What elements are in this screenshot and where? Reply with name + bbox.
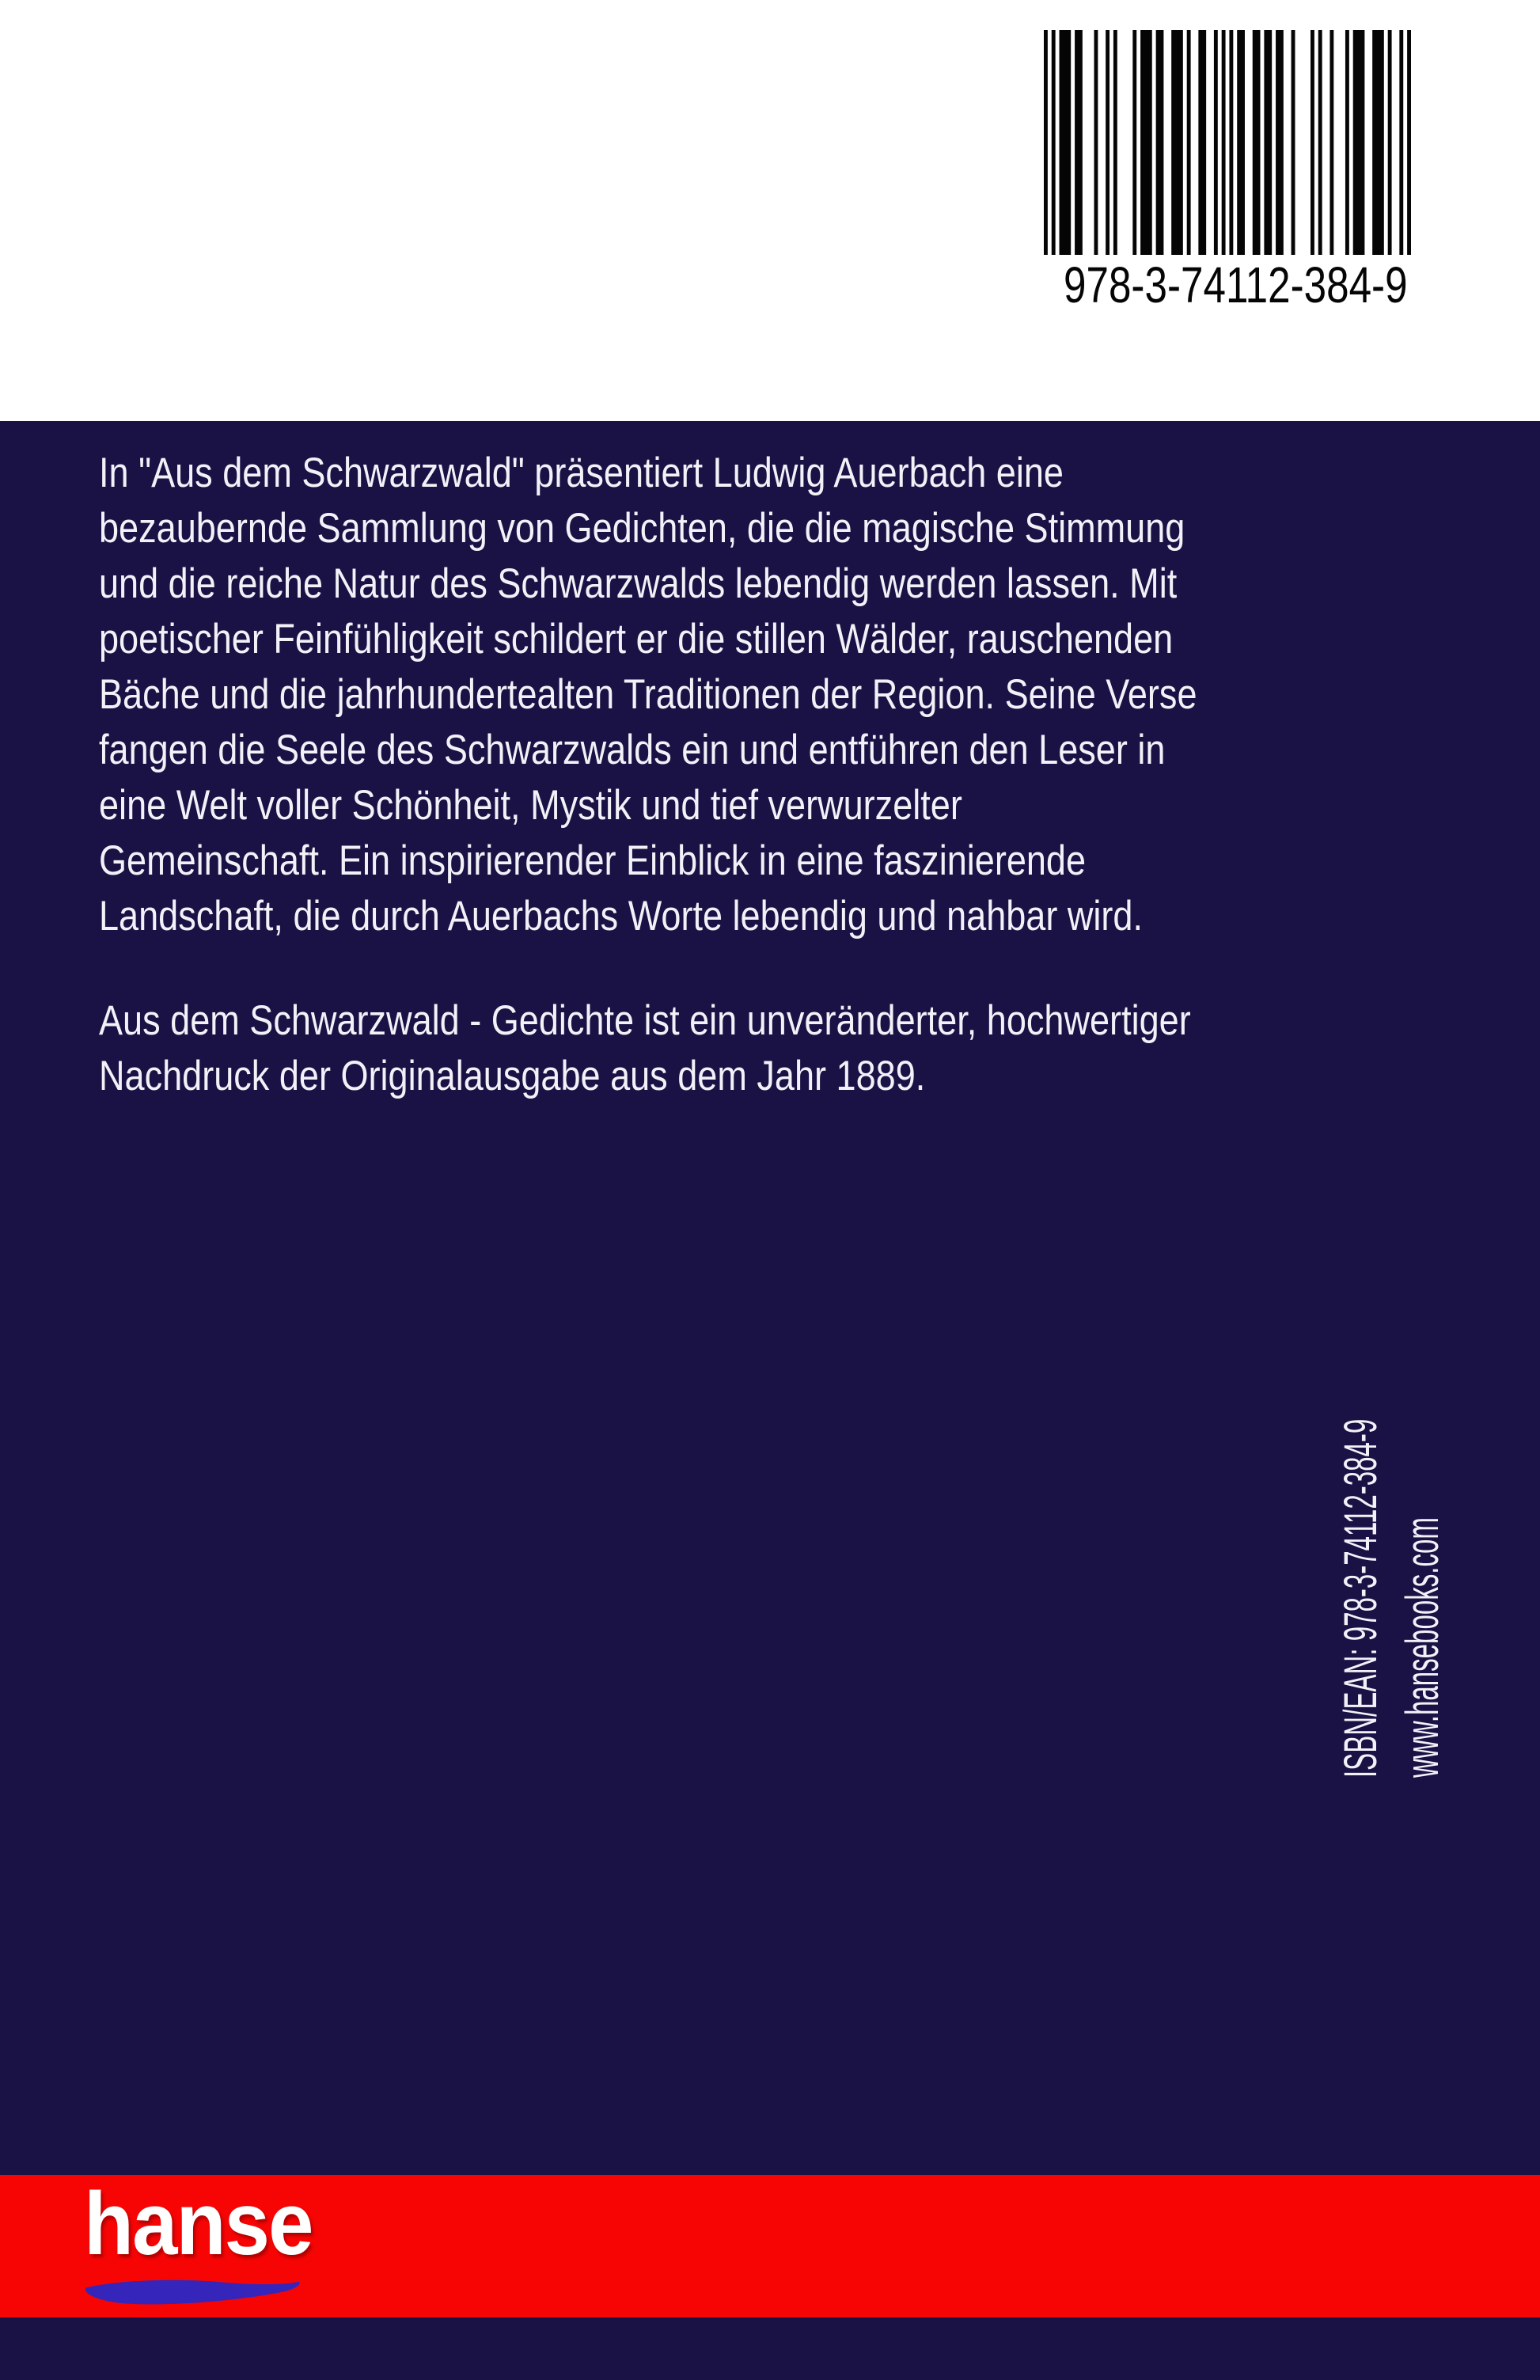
ean-barcode	[1044, 30, 1411, 255]
description-paragraph-1	[99, 446, 1390, 944]
hanse-logo: hanse	[84, 2174, 313, 2273]
description-line: poetischer Feinfühligkeit schildert er die stillen Wälder, rauschenden	[99, 616, 1174, 662]
barcode-isbn-text: 978-3-74112-384-9	[1064, 256, 1408, 313]
description-line: eine Welt voller Schönheit, Mystik und tief verwurzelter	[99, 782, 962, 829]
barcode-bars-icon	[1044, 30, 1411, 255]
description-paragraph-2	[99, 993, 1383, 1104]
description-line: fangen die Seele des Schwarzwalds ein und entführen den Leser in	[99, 727, 1166, 773]
description-line: Nachdruck der Originalausgabe aus dem Jahr 1889.	[99, 1053, 926, 1099]
description-line: Bäche und die jahrhundertealten Traditionen der Region. Seine Verse	[99, 671, 1197, 718]
description-line: bezaubernde Sammlung von Gedichten, die die magische Stimmung	[99, 505, 1185, 552]
vertical-website-text: www.hansebooks.com	[1397, 1517, 1448, 1778]
top-white-band	[0, 0, 1540, 421]
vertical-isbn-ean-text: ISBN/EAN: 978-3-74112-384-9	[1335, 1418, 1386, 1778]
description-line: Landschaft, die durch Auerbachs Worte lebendig und nahbar wird.	[99, 893, 1144, 939]
description-line: In "Aus dem Schwarzwald" präsentiert Ludwig Auerbach eine	[99, 450, 1064, 496]
description-line: Aus dem Schwarzwald - Gedichte ist ein unveränderter, hochwertiger	[99, 997, 1191, 1044]
description-line: und die reiche Natur des Schwarzwalds lebendig werden lassen. Mit	[99, 560, 1178, 607]
description-line: Gemeinschaft. Ein inspirierender Einblick in eine faszinierende	[99, 837, 1087, 884]
hanse-logo-underline-icon	[82, 2276, 302, 2306]
